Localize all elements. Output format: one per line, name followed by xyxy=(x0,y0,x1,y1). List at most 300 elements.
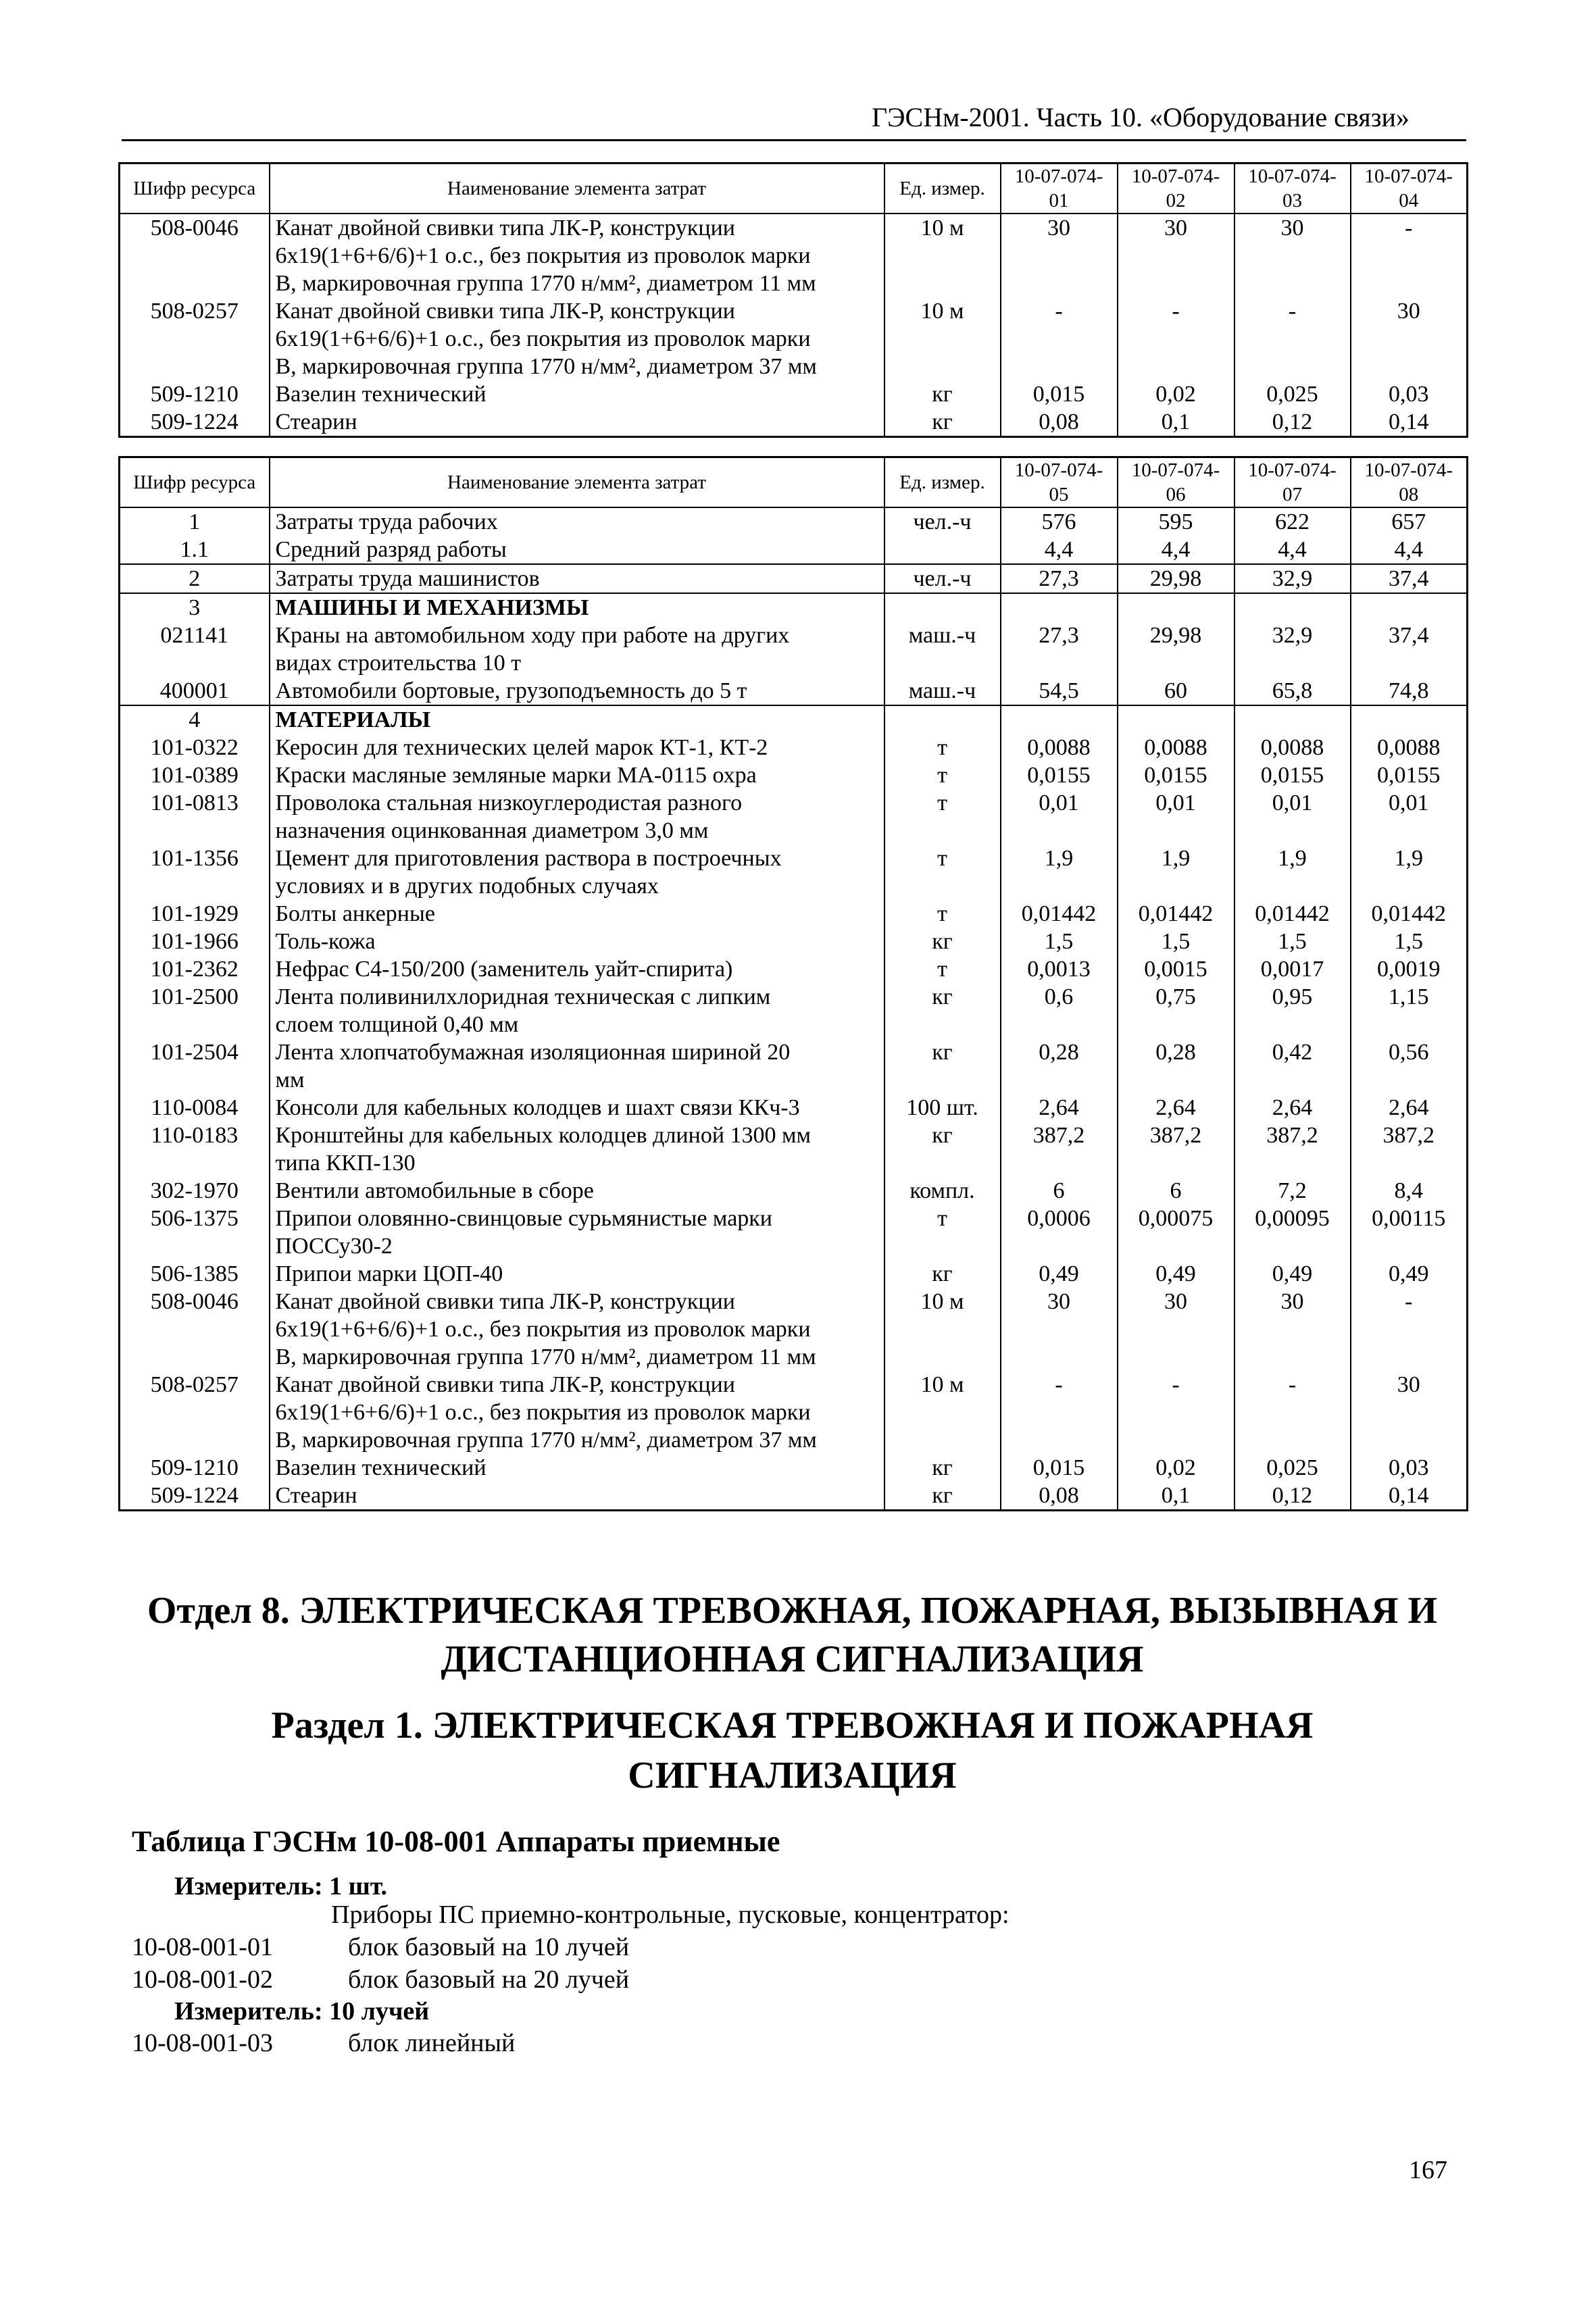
resource-name-line: Краски масляные земляные марки МА-0115 охра xyxy=(275,763,757,788)
value-cell: 0,0019 xyxy=(1351,955,1468,983)
unit-cell: маш.-ч xyxy=(884,622,1001,677)
value-cell: 0,0088 xyxy=(1118,734,1235,761)
value-cell xyxy=(1351,593,1468,622)
resource-code: 101-1929 xyxy=(120,900,270,928)
value-cell: 30 xyxy=(1351,297,1468,380)
value-cell: 30 xyxy=(1001,213,1118,297)
unit-cell: кг xyxy=(884,1482,1001,1511)
table-row xyxy=(120,1454,1468,1482)
value-cell: 0,1 xyxy=(1118,1482,1235,1511)
column-header: 10-07-074-05 xyxy=(1001,457,1118,508)
value-cell: 0,01442 xyxy=(1351,900,1468,928)
unit-cell: чел.-ч xyxy=(884,507,1001,536)
value-cell xyxy=(1235,705,1351,734)
value-cell: - xyxy=(1118,1371,1235,1454)
intro-text: Приборы ПС приемно-контрольные, пусковые, концентратор: xyxy=(331,1901,1009,1929)
table-title: Таблица ГЭСНм 10-08-001 Аппараты приемные xyxy=(132,1825,780,1858)
value-cell: 0,0017 xyxy=(1235,955,1351,983)
value-cell: 0,6 xyxy=(1001,983,1118,1038)
table-row xyxy=(120,677,1468,705)
value-cell: 0,14 xyxy=(1351,408,1468,437)
value-cell: 30 xyxy=(1235,213,1351,297)
value-cell: 1,9 xyxy=(1235,845,1351,900)
value-cell: 30 xyxy=(1118,213,1235,297)
resource-name-line: Припои марки ЦОП-40 xyxy=(275,1261,503,1286)
resource-name-line: Керосин для технических целей марок КТ-1, КТ-2 xyxy=(275,735,768,760)
resource-name xyxy=(270,705,884,734)
value-cell: 0,0013 xyxy=(1001,955,1118,983)
resource-name-line: мм xyxy=(275,1067,305,1092)
value-cell: 0,0155 xyxy=(1001,761,1118,789)
resource-name-line: Лента хлопчатобумажная изоляционная шириной 20 xyxy=(275,1040,791,1065)
resource-name xyxy=(270,734,884,761)
column-header: 10-07-074-03 xyxy=(1235,164,1351,214)
unit-cell: кг xyxy=(884,983,1001,1038)
table-row xyxy=(120,761,1468,789)
resource-name xyxy=(270,677,884,705)
resource-name-line: Лента поливинилхлоридная техническая с липким xyxy=(275,984,771,1009)
value-cell: 387,2 xyxy=(1001,1122,1118,1177)
value-cell: 0,01442 xyxy=(1001,900,1118,928)
unit-cell: кг xyxy=(884,1122,1001,1177)
resource-name-line: Вазелин технический xyxy=(275,1455,487,1480)
item-text: блок базовый на 20 лучей xyxy=(348,1965,630,1994)
value-cell xyxy=(1001,705,1118,734)
table-row xyxy=(120,955,1468,983)
resource-name-line: 6х19(1+6+6/6)+1 о.с., без покрытия из проволок марки xyxy=(275,326,811,351)
resource-name-line: Стеарин xyxy=(275,409,357,434)
value-cell: 0,03 xyxy=(1351,380,1468,408)
resource-name xyxy=(270,1482,884,1511)
table-row xyxy=(120,1177,1468,1205)
value-cell: 0,56 xyxy=(1351,1038,1468,1094)
value-cell: - xyxy=(1351,1288,1468,1371)
column-header: Наименование элемента затрат xyxy=(270,457,884,508)
section-title-line2: СИГНАЛИЗАЦИЯ xyxy=(628,1755,957,1796)
value-cell: 2,64 xyxy=(1351,1094,1468,1122)
column-header: Шифр ресурса xyxy=(120,457,270,508)
table-row xyxy=(120,213,1468,297)
unit-cell xyxy=(884,593,1001,622)
unit-cell: кг xyxy=(884,928,1001,955)
value-cell: 0,0088 xyxy=(1001,734,1118,761)
value-cell: 0,28 xyxy=(1001,1038,1118,1094)
column-header: 10-07-074-07 xyxy=(1235,457,1351,508)
value-cell: 6 xyxy=(1001,1177,1118,1205)
unit-cell: 10 м xyxy=(884,213,1001,297)
table-row xyxy=(120,622,1468,677)
table-row xyxy=(120,845,1468,900)
page-number: 167 xyxy=(1409,2156,1447,2184)
resource-name xyxy=(270,622,884,677)
column-header: Шифр ресурса xyxy=(120,164,270,214)
value-cell: 1,5 xyxy=(1351,928,1468,955)
unit-cell: т xyxy=(884,900,1001,928)
value-cell: 0,01 xyxy=(1118,789,1235,845)
resource-name-line: Вентили автомобильные в сборе xyxy=(275,1178,594,1203)
value-cell: - xyxy=(1001,297,1118,380)
value-cell: 2,64 xyxy=(1001,1094,1118,1122)
resource-name xyxy=(270,408,884,437)
resource-name-line: видах строительства 10 т xyxy=(275,651,522,676)
resource-name xyxy=(270,900,884,928)
resource-name-line: 6х19(1+6+6/6)+1 о.с., без покрытия из проволок марки xyxy=(275,1400,811,1425)
resource-name xyxy=(270,789,884,845)
value-cell: 0,01442 xyxy=(1235,900,1351,928)
value-cell: 4,4 xyxy=(1351,536,1468,564)
value-cell: 0,01 xyxy=(1001,789,1118,845)
value-cell: 387,2 xyxy=(1118,1122,1235,1177)
value-cell: 0,025 xyxy=(1235,1454,1351,1482)
value-cell: 0,14 xyxy=(1351,1482,1468,1511)
value-cell xyxy=(1118,593,1235,622)
value-cell: 0,0088 xyxy=(1235,734,1351,761)
resource-name xyxy=(270,845,884,900)
resource-code: 1.1 xyxy=(120,536,270,564)
value-cell: 0,0088 xyxy=(1351,734,1468,761)
value-cell xyxy=(1235,593,1351,622)
value-cell xyxy=(1001,593,1118,622)
unit-cell: кг xyxy=(884,1454,1001,1482)
resource-name-line: В, маркировочная группа 1770 н/мм², диаметром 11 мм xyxy=(275,271,816,296)
resource-name xyxy=(270,1371,884,1454)
resource-name-line: назначения оцинкованная диаметром 3,0 мм xyxy=(275,818,709,843)
unit-cell: т xyxy=(884,789,1001,845)
table-row xyxy=(120,593,1468,622)
value-cell: 0,49 xyxy=(1351,1260,1468,1288)
resource-name xyxy=(270,1260,884,1288)
unit-cell: т xyxy=(884,955,1001,983)
value-cell: 8,4 xyxy=(1351,1177,1468,1205)
table-row xyxy=(120,1205,1468,1260)
unit-cell: кг xyxy=(884,380,1001,408)
resource-code: 021141 xyxy=(120,622,270,677)
resource-name-line: Затраты труда машинистов xyxy=(275,566,540,591)
value-cell: 0,0155 xyxy=(1118,761,1235,789)
resource-code: 2 xyxy=(120,564,270,593)
unit-cell: т xyxy=(884,734,1001,761)
resource-code: 508-0046 xyxy=(120,213,270,297)
value-cell: 0,28 xyxy=(1118,1038,1235,1094)
table-row xyxy=(120,1260,1468,1288)
item-code: 10-08-001-03 xyxy=(132,2029,273,2057)
unit-cell: 10 м xyxy=(884,1371,1001,1454)
column-header: Ед. измер. xyxy=(884,457,1001,508)
value-cell: 622 xyxy=(1235,507,1351,536)
resource-table-1 xyxy=(118,162,1468,438)
column-header: 10-07-074-04 xyxy=(1351,164,1468,214)
resource-code: 509-1224 xyxy=(120,408,270,437)
resource-code: 101-0322 xyxy=(120,734,270,761)
resource-name-line: условиях и в других подобных случаях xyxy=(275,874,659,899)
table-row xyxy=(120,789,1468,845)
resource-name xyxy=(270,1122,884,1177)
value-cell: 74,8 xyxy=(1351,677,1468,705)
table-row xyxy=(120,564,1468,593)
resource-name xyxy=(270,593,884,622)
value-cell: 29,98 xyxy=(1118,564,1235,593)
resource-name-line: Вазелин технический xyxy=(275,382,487,407)
resource-name xyxy=(270,983,884,1038)
resource-name-line: типа ККП-130 xyxy=(275,1151,416,1176)
item-code: 10-08-001-01 xyxy=(132,1933,273,1961)
value-cell: 0,00095 xyxy=(1235,1205,1351,1260)
resource-name-line: МАШИНЫ И МЕХАНИЗМЫ xyxy=(275,595,589,620)
value-cell: 2,64 xyxy=(1118,1094,1235,1122)
resource-name-line: Припои оловянно-свинцовые сурьмянистые марки xyxy=(275,1206,772,1231)
meter-label-1: Измеритель: 1 шт. xyxy=(174,1872,388,1901)
resource-code: 101-0389 xyxy=(120,761,270,789)
value-cell: 6 xyxy=(1118,1177,1235,1205)
resource-code: 506-1385 xyxy=(120,1260,270,1288)
table-row xyxy=(120,507,1468,536)
value-cell: 32,9 xyxy=(1235,564,1351,593)
header-rule xyxy=(122,139,1466,141)
resource-name xyxy=(270,928,884,955)
resource-name-line: ПОССу30-2 xyxy=(275,1234,393,1259)
value-cell: 30 xyxy=(1001,1288,1118,1371)
resource-name-line: Консоли для кабельных колодцев и шахт связи ККч-3 xyxy=(275,1095,800,1120)
value-cell: 1,5 xyxy=(1235,928,1351,955)
table-row xyxy=(120,734,1468,761)
resource-table-2 xyxy=(118,456,1468,1511)
resource-code: 101-2362 xyxy=(120,955,270,983)
value-cell: 0,49 xyxy=(1118,1260,1235,1288)
resource-code: 101-0813 xyxy=(120,789,270,845)
value-cell: 4,4 xyxy=(1235,536,1351,564)
value-cell: 27,3 xyxy=(1001,622,1118,677)
value-cell: 0,1 xyxy=(1118,408,1235,437)
department-title-line2: ДИСТАНЦИОННАЯ СИГНАЛИЗАЦИЯ xyxy=(441,1638,1144,1680)
value-cell: - xyxy=(1235,1371,1351,1454)
value-cell: 60 xyxy=(1118,677,1235,705)
resource-code: 506-1375 xyxy=(120,1205,270,1260)
value-cell: 4,4 xyxy=(1118,536,1235,564)
resource-code: 509-1224 xyxy=(120,1482,270,1511)
value-cell: 0,00075 xyxy=(1118,1205,1235,1260)
column-header: Ед. измер. xyxy=(884,164,1001,214)
value-cell: 0,025 xyxy=(1235,380,1351,408)
value-cell: 0,95 xyxy=(1235,983,1351,1038)
value-cell: 7,2 xyxy=(1235,1177,1351,1205)
resource-name-line: Затраты труда рабочих xyxy=(275,509,498,534)
resource-name-line: Канат двойной свивки типа ЛК-Р, конструкции xyxy=(275,216,735,241)
resource-name-line: слоем толщиной 0,40 мм xyxy=(275,1012,519,1037)
item-text: блок линейный xyxy=(348,2029,516,2057)
column-header: 10-07-074-01 xyxy=(1001,164,1118,214)
resource-code: 101-1966 xyxy=(120,928,270,955)
resource-name xyxy=(270,507,884,536)
value-cell: 0,01 xyxy=(1351,789,1468,845)
value-cell: 0,42 xyxy=(1235,1038,1351,1094)
unit-cell xyxy=(884,536,1001,564)
value-cell: 0,49 xyxy=(1001,1260,1118,1288)
value-cell: 27,3 xyxy=(1001,564,1118,593)
resource-code: 110-0183 xyxy=(120,1122,270,1177)
value-cell: 1,9 xyxy=(1118,845,1235,900)
resource-name xyxy=(270,1288,884,1371)
resource-code: 508-0257 xyxy=(120,1371,270,1454)
value-cell: 0,0155 xyxy=(1351,761,1468,789)
table-row xyxy=(120,1371,1468,1454)
resource-name-line: Стеарин xyxy=(275,1483,357,1508)
resource-name-line: Толь-кожа xyxy=(275,929,376,954)
value-cell: 1,15 xyxy=(1351,983,1468,1038)
value-cell: - xyxy=(1118,297,1235,380)
value-cell: 387,2 xyxy=(1351,1122,1468,1177)
value-cell: 0,0015 xyxy=(1118,955,1235,983)
unit-cell: 100 шт. xyxy=(884,1094,1001,1122)
resource-name-line: Цемент для приготовления раствора в построечных xyxy=(275,846,782,871)
resource-name xyxy=(270,536,884,564)
column-header: 10-07-074-08 xyxy=(1351,457,1468,508)
value-cell: 65,8 xyxy=(1235,677,1351,705)
resource-code: 509-1210 xyxy=(120,380,270,408)
value-cell xyxy=(1118,705,1235,734)
resource-name xyxy=(270,297,884,380)
value-cell: 2,64 xyxy=(1235,1094,1351,1122)
value-cell: 0,02 xyxy=(1118,380,1235,408)
resource-name-line: Средний разряд работы xyxy=(275,537,507,562)
resource-name-line: МАТЕРИАЛЫ xyxy=(275,707,430,732)
value-cell: 0,08 xyxy=(1001,1482,1118,1511)
resource-name-line: Автомобили бортовые, грузоподъемность до 5 т xyxy=(275,678,747,703)
table-row xyxy=(120,928,1468,955)
resource-name xyxy=(270,380,884,408)
value-cell: 4,4 xyxy=(1001,536,1118,564)
resource-name xyxy=(270,1038,884,1094)
unit-cell: 10 м xyxy=(884,297,1001,380)
value-cell: 0,0006 xyxy=(1001,1205,1118,1260)
resource-name xyxy=(270,1454,884,1482)
table-header-row xyxy=(120,164,1468,214)
unit-cell: кг xyxy=(884,1038,1001,1094)
value-cell: 0,015 xyxy=(1001,1454,1118,1482)
meter-label-2: Измеритель: 10 лучей xyxy=(174,1997,430,2026)
value-cell: 30 xyxy=(1235,1288,1351,1371)
unit-cell: кг xyxy=(884,1260,1001,1288)
table-row xyxy=(120,297,1468,380)
value-cell: 0,00115 xyxy=(1351,1205,1468,1260)
unit-cell: т xyxy=(884,1205,1001,1260)
resource-code: 509-1210 xyxy=(120,1454,270,1482)
table-row xyxy=(120,900,1468,928)
resource-code: 110-0084 xyxy=(120,1094,270,1122)
resource-name xyxy=(270,213,884,297)
value-cell: 29,98 xyxy=(1118,622,1235,677)
value-cell: 0,015 xyxy=(1001,380,1118,408)
table-row xyxy=(120,1482,1468,1511)
unit-cell: кг xyxy=(884,408,1001,437)
table-row xyxy=(120,408,1468,437)
resource-code: 4 xyxy=(120,705,270,734)
resource-code: 1 xyxy=(120,507,270,536)
unit-cell: т xyxy=(884,761,1001,789)
resource-name-line: Проволока стальная низкоуглеродистая разного xyxy=(275,790,743,815)
value-cell: 0,02 xyxy=(1118,1454,1235,1482)
table-row xyxy=(120,1094,1468,1122)
resource-name xyxy=(270,955,884,983)
value-cell: 0,08 xyxy=(1001,408,1118,437)
value-cell: 595 xyxy=(1118,507,1235,536)
value-cell: 0,0155 xyxy=(1235,761,1351,789)
value-cell: 576 xyxy=(1001,507,1118,536)
value-cell: 32,9 xyxy=(1235,622,1351,677)
table-header-row xyxy=(120,457,1468,508)
value-cell: - xyxy=(1235,297,1351,380)
resource-name xyxy=(270,1094,884,1122)
resource-code: 302-1970 xyxy=(120,1177,270,1205)
resource-name-line: В, маркировочная группа 1770 н/мм², диаметром 37 мм xyxy=(275,354,817,379)
item-text: блок базовый на 10 лучей xyxy=(348,1933,630,1961)
unit-cell: 10 м xyxy=(884,1288,1001,1371)
value-cell xyxy=(1351,705,1468,734)
value-cell: 30 xyxy=(1118,1288,1235,1371)
section-title-line1: Раздел 1. ЭЛЕКТРИЧЕСКАЯ ТРЕВОЖНАЯ И ПОЖАРНАЯ xyxy=(271,1705,1314,1746)
resource-name-line: В, маркировочная группа 1770 н/мм², диаметром 37 мм xyxy=(275,1428,817,1453)
resource-name-line: Краны на автомобильном ходу при работе на других xyxy=(275,623,790,648)
value-cell: 387,2 xyxy=(1235,1122,1351,1177)
resource-name-line: Канат двойной свивки типа ЛК-Р, конструкции xyxy=(275,299,735,324)
value-cell: 37,4 xyxy=(1351,564,1468,593)
resource-name-line: 6х19(1+6+6/6)+1 о.с., без покрытия из проволок марки xyxy=(275,1317,811,1342)
column-header: 10-07-074-02 xyxy=(1118,164,1235,214)
table-row xyxy=(120,380,1468,408)
value-cell: 37,4 xyxy=(1351,622,1468,677)
table-row xyxy=(120,1038,1468,1094)
value-cell: 0,01442 xyxy=(1118,900,1235,928)
resource-code: 508-0046 xyxy=(120,1288,270,1371)
department-title-line1: Отдел 8. ЭЛЕКТРИЧЕСКАЯ ТРЕВОЖНАЯ, ПОЖАРНАЯ, ВЫЗЫВНАЯ И xyxy=(147,1590,1438,1632)
value-cell: 0,75 xyxy=(1118,983,1235,1038)
resource-code: 101-2504 xyxy=(120,1038,270,1094)
resource-name-line: В, маркировочная группа 1770 н/мм², диаметром 11 мм xyxy=(275,1344,816,1369)
value-cell: 657 xyxy=(1351,507,1468,536)
resource-code: 3 xyxy=(120,593,270,622)
value-cell: 1,5 xyxy=(1001,928,1118,955)
unit-cell: маш.-ч xyxy=(884,677,1001,705)
unit-cell: чел.-ч xyxy=(884,564,1001,593)
value-cell: - xyxy=(1351,213,1468,297)
value-cell: 0,12 xyxy=(1235,408,1351,437)
column-header: 10-07-074-06 xyxy=(1118,457,1235,508)
resource-name-line: Канат двойной свивки типа ЛК-Р, конструкции xyxy=(275,1372,735,1397)
value-cell: 0,49 xyxy=(1235,1260,1351,1288)
value-cell: 1,5 xyxy=(1118,928,1235,955)
value-cell: 0,12 xyxy=(1235,1482,1351,1511)
table-row xyxy=(120,705,1468,734)
value-cell: 1,9 xyxy=(1351,845,1468,900)
table-row xyxy=(120,983,1468,1038)
value-cell: 1,9 xyxy=(1001,845,1118,900)
value-cell: - xyxy=(1001,1371,1118,1454)
value-cell: 0,03 xyxy=(1351,1454,1468,1482)
value-cell: 54,5 xyxy=(1001,677,1118,705)
unit-cell xyxy=(884,705,1001,734)
table-row xyxy=(120,1288,1468,1371)
resource-code: 508-0257 xyxy=(120,297,270,380)
table-row xyxy=(120,536,1468,564)
item-code: 10-08-001-02 xyxy=(132,1965,273,1994)
resource-code: 101-2500 xyxy=(120,983,270,1038)
running-header: ГЭСНм-2001. Часть 10. «Оборудование связи» xyxy=(872,102,1410,132)
resource-name-line: Кронштейны для кабельных колодцев длиной 1300 мм xyxy=(275,1123,812,1148)
column-header: Наименование элемента затрат xyxy=(270,164,884,214)
resource-code: 101-1356 xyxy=(120,845,270,900)
resource-name-line: 6х19(1+6+6/6)+1 о.с., без покрытия из проволок марки xyxy=(275,243,811,268)
resource-code: 400001 xyxy=(120,677,270,705)
value-cell: 0,01 xyxy=(1235,789,1351,845)
